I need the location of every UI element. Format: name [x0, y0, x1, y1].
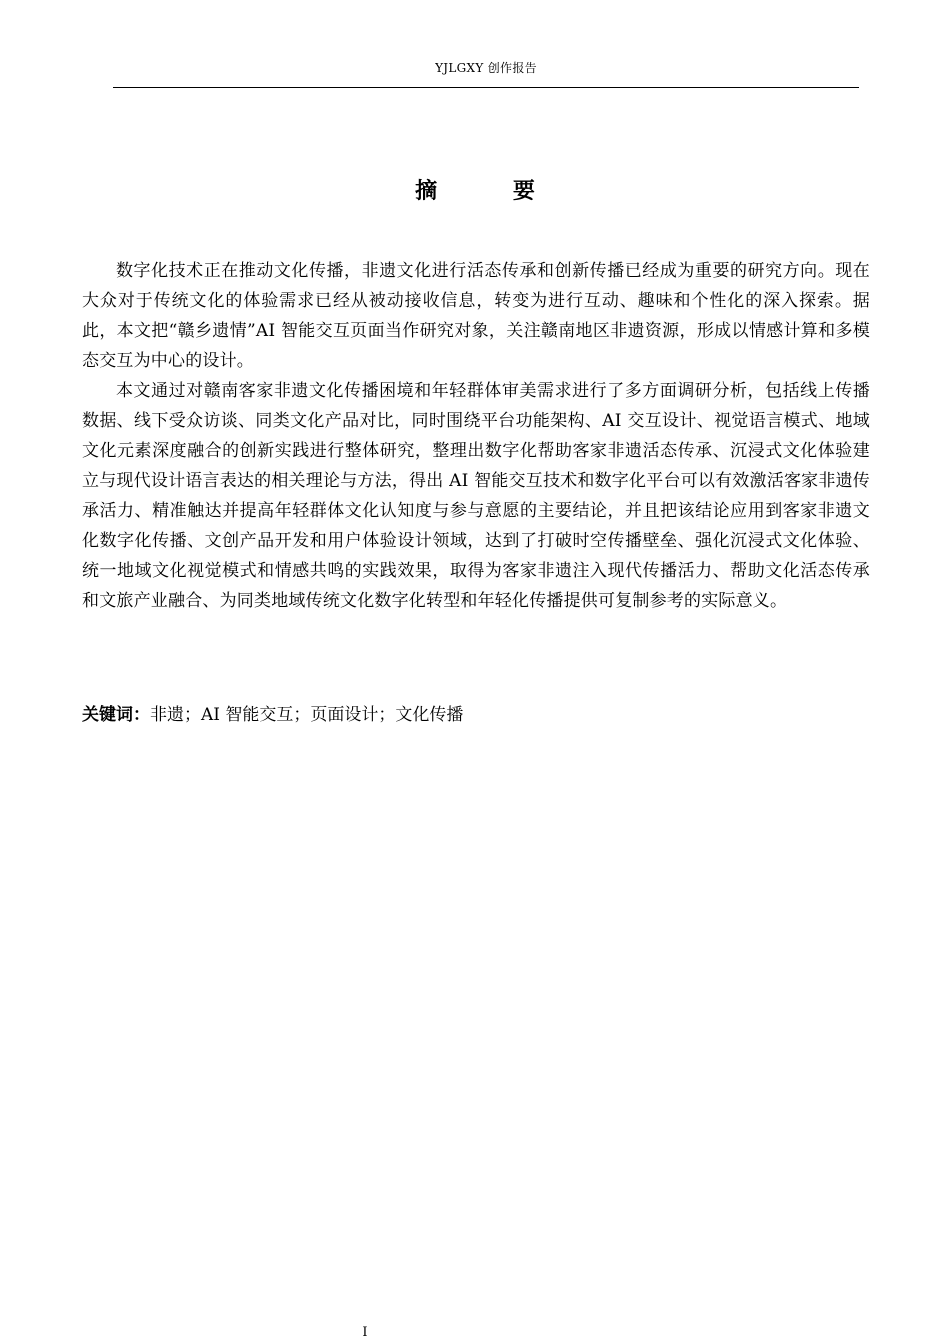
keywords-line	[82, 700, 870, 730]
keywords-text: 非遗；AI 智能交互；页面设计；文化传播	[150, 705, 464, 725]
page-number: I	[362, 1325, 368, 1340]
abstract-paragraph-2: 本文通过对赣南客家非遗文化传播困境和年轻群体审美需求进行了多方面调研分析，包括线上传播数据、线下受众访谈、同类文化产品对比，同时围绕平台功能架构、AI 交互设计、视觉语言模式、地域文化元素深度融合的创新实践进行整体研究，整理出数字化帮助客家非遗活态传承、沉浸式文化体验建立与现代设计语言表达的相关理论与方法，得出 AI 智能交互技术和数字化平台可以有效激活客家非遗传承活力、精准触达并提高年轻群体文化认知度与参与意愿的主要结论，并且把该结论应用到客家非遗文化数字化传播、文创产品开发和用户体验设计领域，达到了打破时空传播壁垒、强化沉浸式文化体验、统一地域文化视觉模式和情感共鸣的实践效果，取得为客家非遗注入现代传播活力、帮助文化活态传承和文旅产业融合、为同类地域传统文化数字化转型和年轻化传播提供可复制参考的实际意义。	[82, 381, 870, 611]
keywords-label: 关键词：	[82, 705, 150, 725]
abstract-body	[82, 256, 870, 616]
page-header: YJLGXY 创作报告	[435, 61, 537, 75]
abstract-paragraph-1: 数字化技术正在推动文化传播，非遗文化进行活态传承和创新传播已经成为重要的研究方向。现在大众对于传统文化的体验需求已经从被动接收信息，转变为进行互动、趣味和个性化的深入探索。据此，本文把“赣乡遗情”AI 智能交互页面当作研究对象，关注赣南地区非遗资源，形成以情感计算和多模态交互为中心的设计。	[82, 261, 870, 371]
header-rule	[113, 87, 859, 88]
abstract-title: 摘 要	[415, 179, 569, 204]
